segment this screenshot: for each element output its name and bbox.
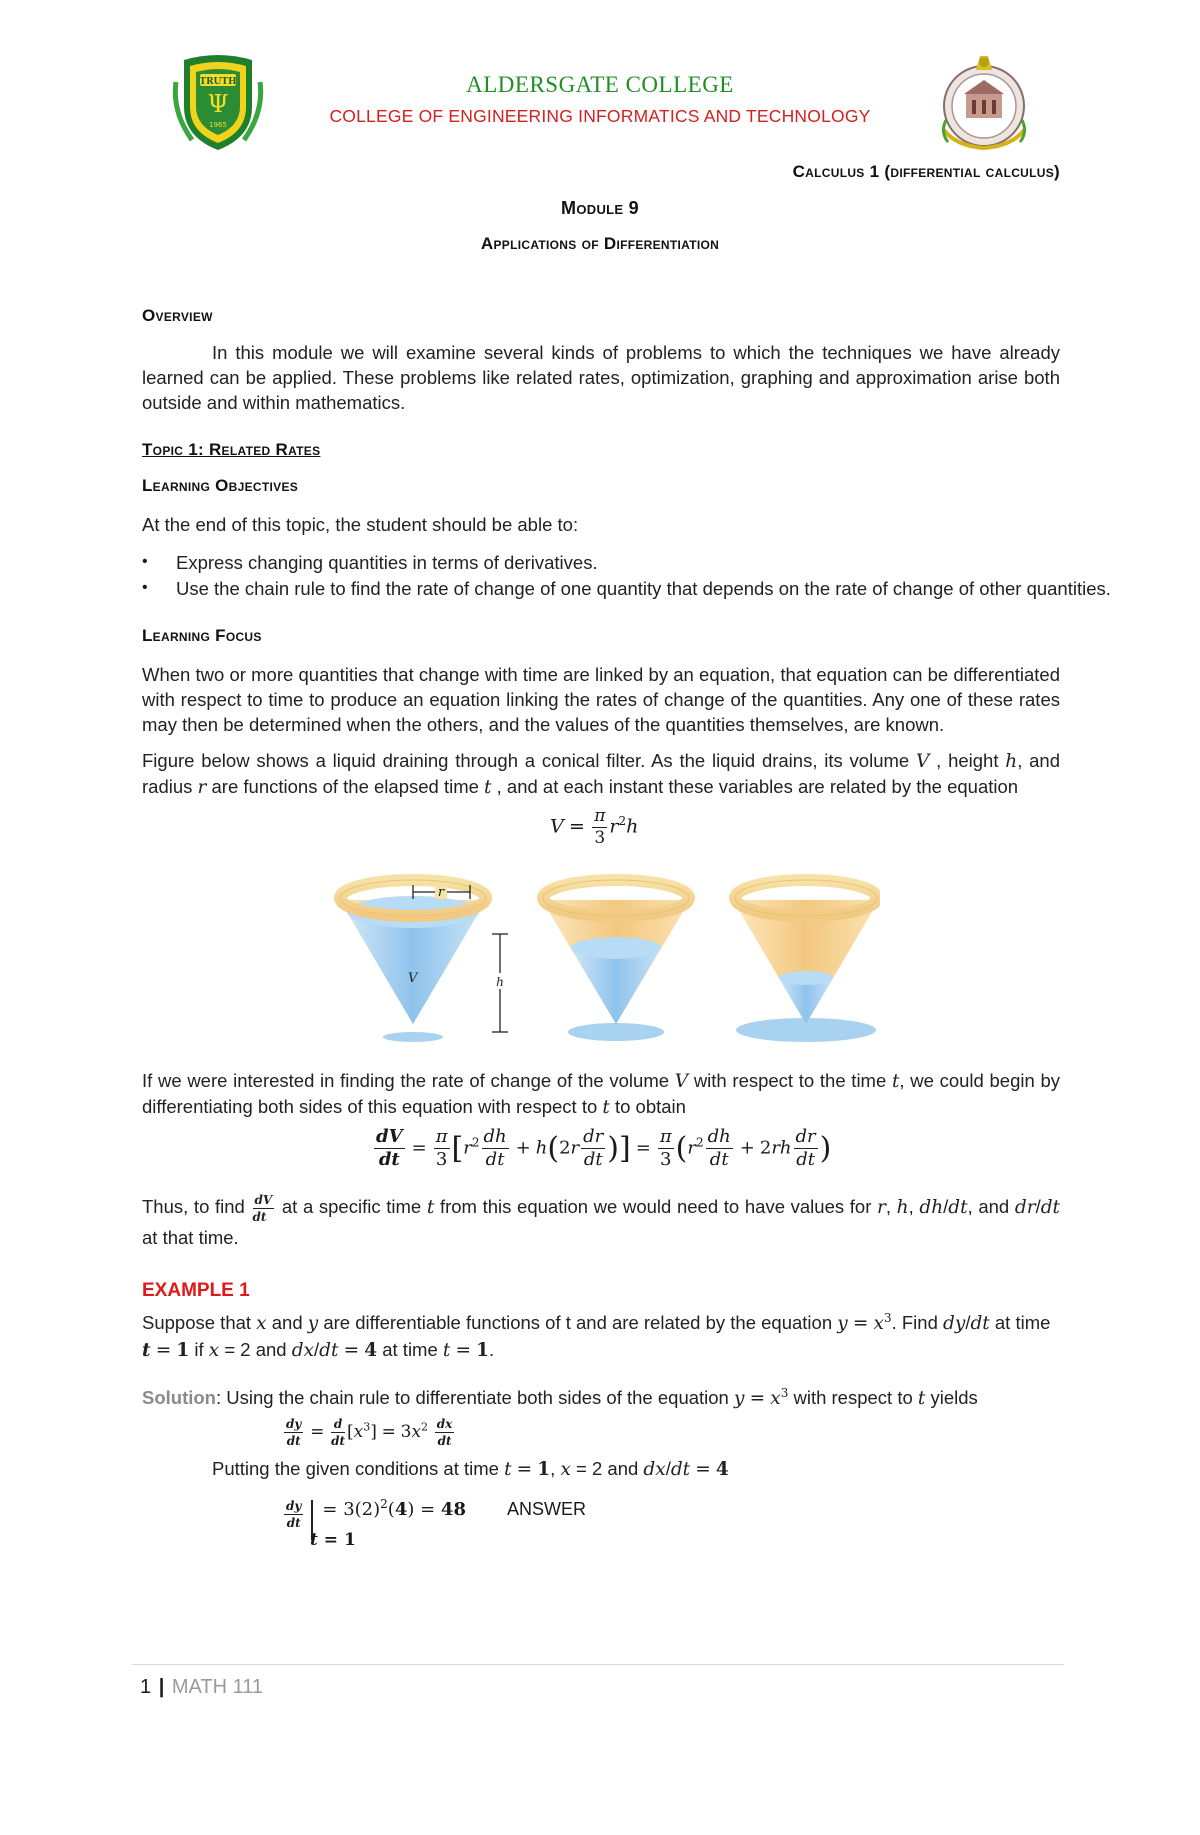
course-title: Calculus 1 (differential calculus) — [792, 162, 1060, 181]
objectives-intro: At the end of this topic, the student should be able to: — [142, 514, 579, 535]
bullet-icon: • — [142, 579, 148, 596]
college-name: ALDERSGATE COLLEGE — [466, 72, 734, 97]
overview-text: In this module we will examine several kinds of problems to which the techniques we have already learned can be applied. These problems like related rates, optimization, graphing and approximation arise both outside and within mathematics. — [142, 342, 1060, 413]
footer: 1 | MATH 111 — [140, 1676, 263, 1698]
objectives-heading: Learning Objectives — [142, 476, 299, 495]
objective-item: Use the chain rule to find the rate of change of one quantity that depends on the rate of change of other quantities. — [176, 578, 1111, 599]
bullet-icon: • — [142, 553, 148, 570]
module-title: Applications of Differentiation — [480, 234, 720, 253]
svg-text:TRUTH: TRUTH — [199, 77, 237, 87]
solution-label: Solution — [142, 1387, 216, 1409]
conical-filter-figure — [330, 872, 880, 1042]
solution-line: Solution: Using the chain rule to differentiate both sides of the equation $y = x^3$ with respect to t yields — [142, 1386, 978, 1410]
chain-rule-equation: $\frac{dy}{dt}$ = $\frac{d}{dt}$ $[x^3] = 3x^2$ $\frac{dx}{dt}$ — [286, 1417, 453, 1448]
answer-equation: $\frac{dy}{dt}$ = $3(2)^2(4) = 48$ ANSWER — [282, 1500, 586, 1540]
svg-text:h: h — [496, 975, 504, 989]
svg-text:V: V — [408, 971, 418, 986]
svg-text:r: r — [437, 885, 445, 900]
example-problem: Suppose that x and y are differentiable functions of t and are related by the equation $y = x^3$. Find dy/dt at time t = 1 if x = 2 and dx/dt = 4 at time t = 1. — [142, 1311, 1051, 1362]
cone-half — [542, 880, 690, 1041]
example-heading: EXAMPLE 1 — [142, 1280, 250, 1301]
svg-text:Ψ: Ψ — [207, 90, 229, 118]
overview-heading: Overview — [142, 306, 213, 325]
module-number: Module 9 — [561, 198, 639, 218]
course-code: MATH 111 — [171, 1676, 263, 1698]
focus-paragraph-figure-intro: Figure below shows a liquid draining through a conical filter. As the liquid drains, its volume V , height h, and radius r are functions of the elapsed time t , and at each instant these variables are related by the equation — [142, 750, 1061, 798]
volume-equation: V = $\frac{\pi}{3}$ $r^2h$ — [550, 806, 639, 848]
left-logo — [172, 52, 264, 152]
objective-item: Express changing quantities in terms of derivatives. — [176, 552, 598, 573]
page-number: 1 — [140, 1676, 152, 1698]
right-logo — [936, 50, 1032, 152]
svg-text:1965: 1965 — [209, 121, 227, 129]
department-name: COLLEGE OF ENGINEERING INFORMATICS AND TECHNOLOGY — [329, 106, 871, 126]
cone-low — [733, 880, 879, 1042]
putting-line: Putting the given conditions at time t = 1, x = 2 and dx/dt = 4 — [212, 1458, 729, 1480]
topic-heading: Topic 1: Related Rates — [142, 440, 321, 459]
footer-rule — [132, 1664, 1064, 1665]
thus-paragraph: Thus, to find $\frac{dV}{dt}$ at a specific time t from this equation we would need to have values for r, h, dh/dt, and dr/dt at that time. — [142, 1192, 1060, 1248]
cone-full — [340, 880, 508, 1042]
answer-condition: t = 1 — [310, 1530, 356, 1550]
differentiation-paragraph: If we were interested in finding the rate of change of the volume V with respect to the time t, we could begin by differentiating both sides of this equation with respect to t to obtain — [142, 1070, 1061, 1118]
derivative-equation: $\frac{dV}{dt}$ = $\frac{\pi}{3}$ [$r^2$ $\frac{dh}{dt}$ + h(2r $\frac{dr}{dt}$ )] = $\frac{\pi}{3}$ ($r^2$ $\frac{dh}{dt}$ + 2rh $\frac{dr}{dt}$ ) — [376, 1126, 832, 1170]
focus-heading: Learning Focus — [142, 626, 262, 645]
focus-paragraph: When two or more quantities that change with time are linked by an equation, that equation can be differentiated with respect to time to produce an equation linking the rates of change of the quantities. Any one of these rates may then be determined when the others, and the values of the quantities themselves, are known. — [142, 664, 1060, 735]
